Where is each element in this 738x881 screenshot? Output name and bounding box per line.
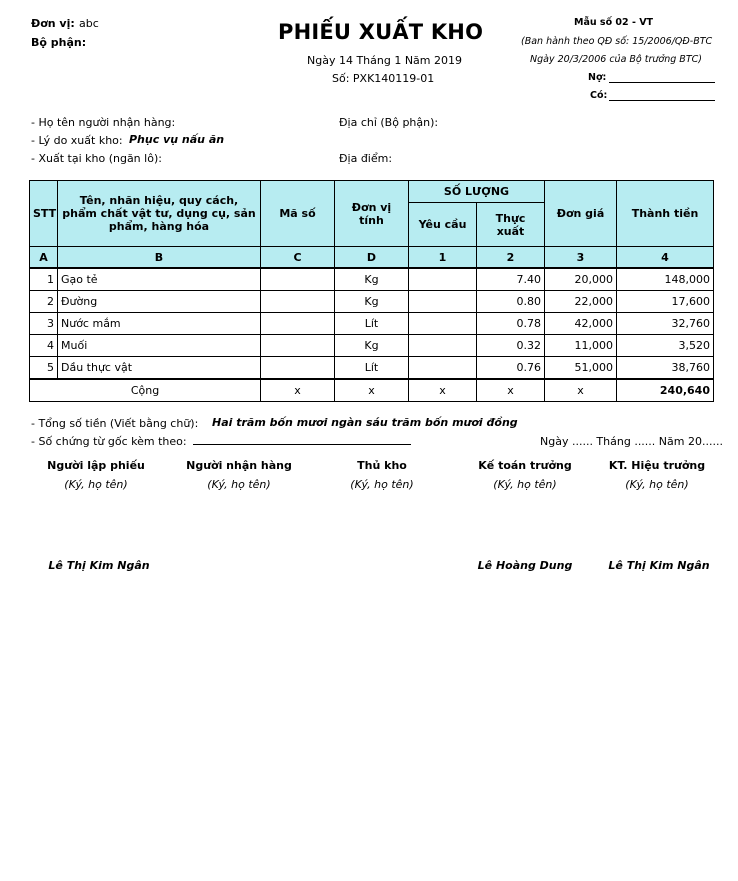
reason-label: - Lý do xuất kho:	[31, 134, 123, 147]
row-requested	[409, 335, 477, 357]
row-amount: 148,000	[617, 268, 714, 291]
column-letter: C	[261, 247, 335, 269]
total-row	[30, 379, 714, 402]
unit-label: Đơn vị:	[31, 17, 75, 30]
signature-name: Lê Hoàng Dung	[477, 559, 573, 572]
row-stt: 4	[30, 335, 58, 357]
signature-name: Lê Thị Kim Ngân	[608, 559, 710, 572]
signature-note: (Ký, họ tên)	[64, 478, 128, 491]
row-actual: 0.78	[477, 313, 545, 335]
signature-note: (Ký, họ tên)	[350, 478, 414, 491]
location-label: Địa điểm:	[339, 152, 393, 165]
row-amount: 32,760	[617, 313, 714, 335]
row-unit: Kg	[335, 291, 409, 313]
row-unit-price: 11,000	[545, 335, 617, 357]
header-requested: Yêu cầu	[409, 203, 477, 247]
row-requested	[409, 313, 477, 335]
row-requested	[409, 268, 477, 291]
signature-role: Người lập phiếu	[47, 459, 145, 472]
row-item-name: Đường	[58, 291, 261, 313]
column-letter: B	[58, 247, 261, 269]
credit-line	[609, 100, 715, 101]
total-label: Cộng	[30, 379, 261, 402]
signature-role: Kế toán trưởng	[478, 459, 572, 472]
row-actual: 0.76	[477, 357, 545, 380]
attached-docs-line	[193, 444, 411, 445]
row-code	[261, 357, 335, 380]
table-row	[30, 268, 714, 291]
signature-role: KT. Hiệu trưởng	[608, 459, 706, 472]
row-item-name: Gạo tẻ	[58, 268, 261, 291]
column-letter: 2	[477, 247, 545, 269]
row-item-name: Nước mắm	[58, 313, 261, 335]
row-unit: Kg	[335, 268, 409, 291]
total-words-label: - Tổng số tiền (Viết bằng chữ):	[31, 417, 199, 430]
debit-line	[609, 82, 715, 83]
total-code: x	[261, 379, 335, 402]
signature-note: (Ký, họ tên)	[207, 478, 271, 491]
header-amount: Thành tiền	[617, 181, 714, 247]
row-unit: Kg	[335, 335, 409, 357]
column-letter: 4	[617, 247, 714, 269]
header-quantity: SỐ LƯỢNG	[409, 181, 545, 203]
row-unit: Lít	[335, 357, 409, 380]
column-letter: A	[30, 247, 58, 269]
signature-role: Người nhận hàng	[186, 459, 292, 472]
table-row	[30, 357, 714, 380]
address-label: Địa chỉ (Bộ phận):	[339, 116, 439, 129]
row-item-name: Dầu thực vật	[58, 357, 261, 380]
row-actual: 0.32	[477, 335, 545, 357]
total-unit: x	[335, 379, 409, 402]
row-code	[261, 291, 335, 313]
row-unit-price: 20,000	[545, 268, 617, 291]
total-words-value: Hai trăm bốn mươi ngàn sáu trăm bốn mươi đồng	[212, 416, 518, 429]
row-actual: 7.40	[477, 268, 545, 291]
total-actual: x	[477, 379, 545, 402]
document-number: Số: PXK140119-01	[332, 72, 435, 85]
row-unit: Lít	[335, 313, 409, 335]
signature-name: Lê Thị Kim Ngân	[48, 559, 150, 572]
row-unit-price: 51,000	[545, 357, 617, 380]
credit-label: Có:	[590, 90, 608, 101]
row-stt: 2	[30, 291, 58, 313]
regulation-line-2: Ngày 20/3/2006 của Bộ trưởng BTC)	[530, 54, 702, 65]
row-stt: 3	[30, 313, 58, 335]
warehouse-label: - Xuất tại kho (ngăn lô):	[31, 152, 162, 165]
row-amount: 17,600	[617, 291, 714, 313]
column-letter: D	[335, 247, 409, 269]
header-code: Mã số	[261, 181, 335, 247]
header-unit: Đơn vị tính	[335, 181, 409, 247]
table-row	[30, 335, 714, 357]
regulation-line-1: (Ban hành theo QĐ số: 15/2006/QĐ-BTC	[521, 36, 713, 47]
signature-note: (Ký, họ tên)	[493, 478, 557, 491]
column-letter: 3	[545, 247, 617, 269]
reason-value: Phục vụ nấu ăn	[129, 133, 225, 146]
date-placeholder: Ngày ...... Tháng ...... Năm 20......	[540, 435, 723, 448]
form-code: Mẫu số 02 - VT	[574, 17, 654, 28]
row-amount: 3,520	[617, 335, 714, 357]
row-unit-price: 22,000	[545, 291, 617, 313]
header-actual: Thực xuất	[477, 203, 545, 247]
receiver-label: - Họ tên người nhận hàng:	[31, 116, 176, 129]
row-actual: 0.80	[477, 291, 545, 313]
row-amount: 38,760	[617, 357, 714, 380]
row-code	[261, 268, 335, 291]
row-code	[261, 335, 335, 357]
table-row	[30, 291, 714, 313]
row-stt: 1	[30, 268, 58, 291]
header-stt: STT	[30, 181, 58, 247]
dept-label: Bộ phận:	[31, 36, 87, 49]
total-unit-price: x	[545, 379, 617, 402]
signature-note: (Ký, họ tên)	[625, 478, 689, 491]
total-amount: 240,640	[617, 379, 714, 402]
column-letter: 1	[409, 247, 477, 269]
row-requested	[409, 291, 477, 313]
row-code	[261, 313, 335, 335]
goods-table	[29, 180, 714, 402]
row-stt: 5	[30, 357, 58, 380]
unit-value: abc	[79, 17, 99, 30]
row-item-name: Muối	[58, 335, 261, 357]
row-unit-price: 42,000	[545, 313, 617, 335]
row-requested	[409, 357, 477, 380]
debit-label: Nợ:	[588, 72, 607, 83]
attached-docs-label: - Số chứng từ gốc kèm theo:	[31, 435, 187, 448]
header-unit-price: Đơn giá	[545, 181, 617, 247]
header-item-name: Tên, nhãn hiệu, quy cách, phẩm chất vật tư, dụng cụ, sản phẩm, hàng hóa	[58, 181, 261, 247]
table-row	[30, 313, 714, 335]
document-date: Ngày 14 Tháng 1 Năm 2019	[307, 54, 463, 67]
total-requested: x	[409, 379, 477, 402]
signature-role: Thủ kho	[357, 459, 407, 472]
page-title: PHIẾU XUẤT KHO	[278, 20, 484, 44]
